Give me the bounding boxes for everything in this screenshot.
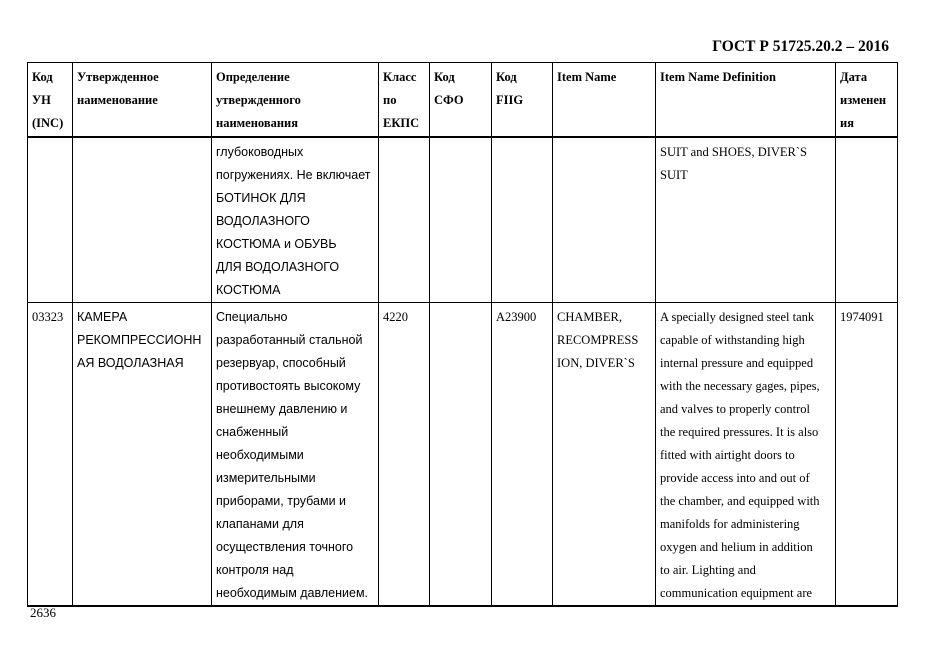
cell-fiig: A23900: [492, 303, 553, 607]
cell-class: [379, 137, 430, 303]
header-inc: Код УН (INC): [28, 63, 73, 138]
header-class: Класс по ЕКПС: [379, 63, 430, 138]
cell-inc: [28, 137, 73, 303]
header-fiig: Код FIIG: [492, 63, 553, 138]
cell-definition-ru: глубоководных погружениях. Не включает БОТИНОК ДЛЯ ВОДОЛАЗНОГО КОСТЮМА и ОБУВЬ ДЛЯ ВОДОЛАЗНОГО КОСТЮМА: [212, 137, 379, 303]
cell-approved-name: [73, 137, 212, 303]
document-title: ГОСТ Р 51725.20.2 – 2016: [712, 38, 889, 55]
cell-class: 4220: [379, 303, 430, 607]
header-definition-ru: Определение утвержденного наименования: [212, 63, 379, 138]
header-item-name-definition: Item Name Definition: [656, 63, 836, 138]
cell-definition-ru: Специально разработанный стальной резервуар, способный противостоять высокому внешнему давлению и снабженный необходимыми измерительными приборами, трубами и клапанами для осуществления точного контроля над необходимым давлением.: [212, 303, 379, 607]
cell-inc: 03323: [28, 303, 73, 607]
cell-definition-en: SUIT and SHOES, DIVER`S SUIT: [656, 137, 836, 303]
cell-sfo: [430, 303, 492, 607]
table-row: [28, 303, 898, 607]
cell-date: [836, 137, 898, 303]
cell-date: 1974091: [836, 303, 898, 607]
cell-fiig: [492, 137, 553, 303]
table-header-row: [28, 63, 898, 138]
nomenclature-table: [27, 62, 898, 607]
cell-item-name: [553, 137, 656, 303]
cell-item-name: CHAMBER, RECOMPRESS ION, DIVER`S: [553, 303, 656, 607]
cell-definition-en: A specially designed steel tank capable of withstanding high internal pressure and equipped with the necessary gages, pipes, and valves to properly control the required pressures. It is also fitted with airtight doors to provide access into and out of the chamber, and equipped with manifolds for administering oxygen and helium in addition to air. Lighting and communication equipment are: [656, 303, 836, 607]
header-sfo: Код СФО: [430, 63, 492, 138]
header-approved-name: Утвержденное наименование: [73, 63, 212, 138]
cell-sfo: [430, 137, 492, 303]
header-item-name: Item Name: [553, 63, 656, 138]
page-number: 2636: [30, 605, 56, 620]
header-date: Дата изменен ия: [836, 63, 898, 138]
table-row: [28, 137, 898, 303]
cell-approved-name: КАМЕРА РЕКОМПРЕССИОНН АЯ ВОДОЛАЗНАЯ: [73, 303, 212, 607]
